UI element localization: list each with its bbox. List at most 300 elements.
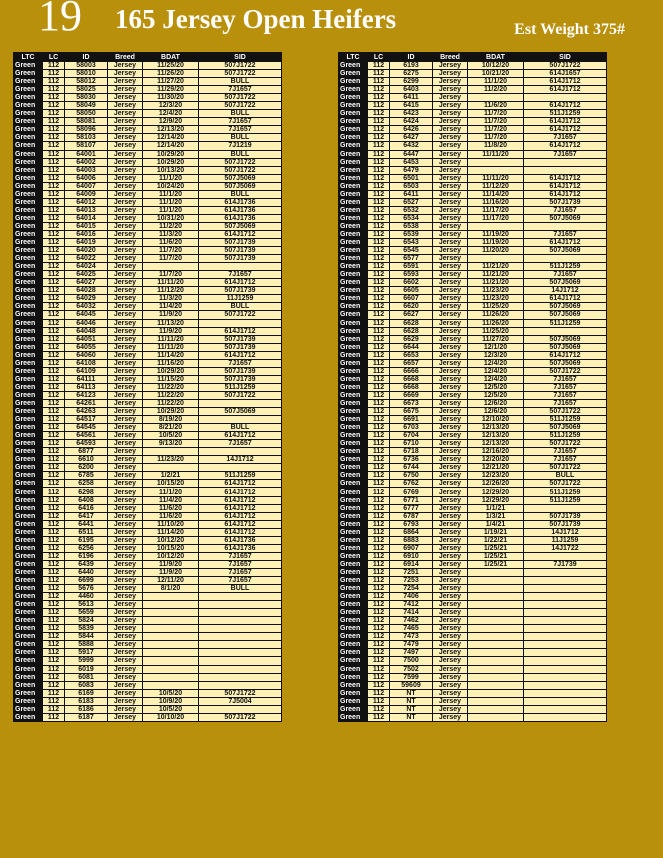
bdat-cell: 11/6/20 xyxy=(143,239,199,247)
table-row xyxy=(339,335,607,343)
bdat-cell: 11/21/20 xyxy=(468,279,524,287)
id-cell: 6907 xyxy=(390,544,433,552)
sid-cell: 614J1712 xyxy=(199,327,282,335)
sid-cell: 507J1722 xyxy=(524,367,607,375)
ltc-cell: Green xyxy=(339,383,368,391)
breed-cell: Jersey xyxy=(433,359,468,367)
breed-cell: Jersey xyxy=(433,456,468,464)
lc-cell: 112 xyxy=(368,150,390,158)
table-row xyxy=(339,271,607,279)
breed-cell: Jersey xyxy=(433,544,468,552)
lc-cell: 112 xyxy=(43,102,65,110)
lc-cell: 112 xyxy=(43,504,65,512)
bdat-cell: 11/11/20 xyxy=(468,150,524,158)
bdat-cell xyxy=(143,593,199,601)
bdat-cell: 11/22/20 xyxy=(143,399,199,407)
id-cell: 5999 xyxy=(65,657,108,665)
breed-cell: Jersey xyxy=(433,367,468,375)
ltc-cell: Green xyxy=(14,230,43,238)
lc-cell: 112 xyxy=(43,512,65,520)
bdat-cell xyxy=(468,641,524,649)
lc-cell: 112 xyxy=(368,512,390,520)
ltc-cell: Green xyxy=(339,568,368,576)
table-row xyxy=(339,496,607,504)
lc-cell: 112 xyxy=(43,239,65,247)
breed-cell: Jersey xyxy=(108,255,143,263)
ltc-cell: Green xyxy=(14,78,43,86)
id-cell: 6534 xyxy=(390,214,433,222)
sid-cell: BULL xyxy=(199,303,282,311)
ltc-cell: Green xyxy=(14,649,43,657)
id-cell: 7254 xyxy=(390,585,433,593)
sid-cell: 614J1712 xyxy=(199,230,282,238)
ltc-cell: Green xyxy=(14,609,43,617)
lc-cell: 112 xyxy=(43,303,65,311)
ltc-cell: Green xyxy=(339,585,368,593)
table-row xyxy=(14,416,282,424)
sid-cell: 507J1722 xyxy=(199,311,282,319)
breed-cell: Jersey xyxy=(108,335,143,343)
lc-cell: 112 xyxy=(368,166,390,174)
breed-cell: Jersey xyxy=(433,239,468,247)
lc-cell: 112 xyxy=(43,166,65,174)
lc-cell: 112 xyxy=(368,126,390,134)
breed-cell: Jersey xyxy=(433,689,468,697)
bdat-cell: 11/12/20 xyxy=(468,182,524,190)
table-row xyxy=(339,166,607,174)
breed-cell: Jersey xyxy=(108,279,143,287)
ltc-cell: Green xyxy=(339,448,368,456)
lc-cell: 112 xyxy=(43,609,65,617)
ltc-cell: Green xyxy=(14,94,43,102)
lc-cell: 112 xyxy=(43,472,65,480)
lc-cell: 112 xyxy=(43,601,65,609)
ltc-cell: Green xyxy=(339,528,368,536)
ltc-cell: Green xyxy=(339,689,368,697)
bdat-cell: 12/13/20 xyxy=(143,126,199,134)
lc-cell: 112 xyxy=(368,432,390,440)
sid-cell: 511J1259 xyxy=(199,472,282,480)
table-row xyxy=(14,649,282,657)
breed-cell: Jersey xyxy=(108,552,143,560)
breed-cell: Jersey xyxy=(433,568,468,576)
table-row xyxy=(14,633,282,641)
breed-cell: Jersey xyxy=(433,625,468,633)
bdat-cell: 11/4/20 xyxy=(143,496,199,504)
id-cell: 6169 xyxy=(65,689,108,697)
breed-cell: Jersey xyxy=(433,86,468,94)
id-cell: 64263 xyxy=(65,408,108,416)
id-cell: 64261 xyxy=(65,399,108,407)
ltc-cell: Green xyxy=(339,126,368,134)
lc-cell: 112 xyxy=(368,367,390,375)
id-cell: 6299 xyxy=(390,78,433,86)
lc-cell: 112 xyxy=(43,713,65,721)
lc-cell: 112 xyxy=(368,440,390,448)
lc-cell: 112 xyxy=(43,142,65,150)
sid-cell: 7J1657 xyxy=(199,359,282,367)
lc-cell: 112 xyxy=(368,295,390,303)
table-row xyxy=(339,150,607,158)
table-row xyxy=(339,641,607,649)
bdat-cell: 11/14/20 xyxy=(468,190,524,198)
ltc-cell: Green xyxy=(14,528,43,536)
breed-cell: Jersey xyxy=(433,351,468,359)
bdat-cell xyxy=(468,585,524,593)
sid-cell: 7J1657 xyxy=(199,568,282,576)
id-cell: 58103 xyxy=(65,134,108,142)
ltc-cell: Green xyxy=(339,544,368,552)
ltc-cell: Green xyxy=(339,593,368,601)
bdat-cell: 8/1/20 xyxy=(143,585,199,593)
ltc-cell: Green xyxy=(339,158,368,166)
sid-cell xyxy=(199,673,282,681)
bdat-cell xyxy=(468,681,524,689)
breed-cell: Jersey xyxy=(433,134,468,142)
breed-cell: Jersey xyxy=(108,673,143,681)
lc-cell: 112 xyxy=(368,214,390,222)
ltc-cell: Green xyxy=(339,271,368,279)
sid-cell: 614J1712 xyxy=(524,102,607,110)
table-row xyxy=(339,319,607,327)
id-cell: 5917 xyxy=(65,649,108,657)
sid-cell xyxy=(524,641,607,649)
table-row xyxy=(339,520,607,528)
ltc-cell: Green xyxy=(14,206,43,214)
table-row xyxy=(14,78,282,86)
bdat-cell: 11/1/20 xyxy=(143,488,199,496)
bdat-cell: 11/29/20 xyxy=(143,86,199,94)
ltc-cell: Green xyxy=(339,319,368,327)
breed-cell: Jersey xyxy=(108,263,143,271)
id-cell: 6718 xyxy=(390,448,433,456)
bdat-cell: 11/7/20 xyxy=(468,118,524,126)
ltc-cell: Green xyxy=(14,166,43,174)
table-row xyxy=(339,424,607,432)
breed-cell: Jersey xyxy=(108,512,143,520)
breed-cell: Jersey xyxy=(108,287,143,295)
bdat-cell: 11/7/20 xyxy=(143,271,199,279)
lc-cell: 112 xyxy=(368,601,390,609)
table-row xyxy=(339,62,607,70)
sid-cell: 614J1712 xyxy=(524,86,607,94)
id-cell: 7462 xyxy=(390,617,433,625)
bdat-cell: 10/31/20 xyxy=(143,214,199,222)
id-cell: 6744 xyxy=(390,464,433,472)
id-cell: 6427 xyxy=(390,134,433,142)
breed-cell: Jersey xyxy=(433,70,468,78)
ltc-cell: Green xyxy=(14,641,43,649)
ltc-cell: Green xyxy=(14,560,43,568)
table-row xyxy=(339,673,607,681)
id-cell: 6426 xyxy=(390,126,433,134)
ltc-cell: Green xyxy=(339,375,368,383)
lc-cell: 112 xyxy=(368,255,390,263)
id-cell: 6186 xyxy=(65,705,108,713)
lc-cell: 112 xyxy=(43,528,65,536)
lc-cell: 112 xyxy=(368,528,390,536)
sid-cell: BULL xyxy=(524,472,607,480)
lc-cell: 112 xyxy=(43,126,65,134)
breed-cell: Jersey xyxy=(108,633,143,641)
breed-cell: Jersey xyxy=(433,472,468,480)
lc-cell: 112 xyxy=(368,303,390,311)
bdat-cell xyxy=(468,633,524,641)
ltc-cell: Green xyxy=(14,657,43,665)
id-cell: 6193 xyxy=(390,62,433,70)
id-cell: 6440 xyxy=(65,568,108,576)
bdat-cell: 11/17/20 xyxy=(468,214,524,222)
sid-cell xyxy=(199,448,282,456)
ltc-cell: Green xyxy=(339,279,368,287)
breed-cell: Jersey xyxy=(108,94,143,102)
bdat-cell: 11/7/20 xyxy=(143,255,199,263)
lc-cell: 112 xyxy=(368,544,390,552)
bdat-cell: 12/4/20 xyxy=(468,375,524,383)
breed-cell: Jersey xyxy=(433,504,468,512)
breed-cell: Jersey xyxy=(108,424,143,432)
bdat-cell: 11/21/20 xyxy=(468,271,524,279)
ltc-cell: Green xyxy=(14,464,43,472)
bdat-cell xyxy=(468,705,524,713)
lc-cell: 112 xyxy=(43,552,65,560)
bdat-cell: 11/13/20 xyxy=(143,319,199,327)
id-cell: 6501 xyxy=(390,174,433,182)
bdat-cell: 12/29/20 xyxy=(468,488,524,496)
table-row xyxy=(339,625,607,633)
table-row xyxy=(339,504,607,512)
lc-cell: 112 xyxy=(43,649,65,657)
sid-cell: 7J1657 xyxy=(524,399,607,407)
breed-cell: Jersey xyxy=(433,222,468,230)
id-cell: 6424 xyxy=(390,118,433,126)
table-row xyxy=(339,657,607,665)
id-cell: 6669 xyxy=(390,391,433,399)
breed-cell: Jersey xyxy=(433,391,468,399)
id-cell: 6627 xyxy=(390,311,433,319)
lc-cell: 112 xyxy=(368,552,390,560)
id-cell: 58107 xyxy=(65,142,108,150)
bdat-cell: 11/7/20 xyxy=(468,126,524,134)
lc-cell: 112 xyxy=(43,432,65,440)
lc-cell: 112 xyxy=(368,464,390,472)
ltc-cell: Green xyxy=(14,239,43,247)
lc-cell: 112 xyxy=(368,448,390,456)
bdat-cell: 11/23/20 xyxy=(468,295,524,303)
ltc-cell: Green xyxy=(14,697,43,705)
sid-cell: 7J1657 xyxy=(524,150,607,158)
id-cell: 64019 xyxy=(65,239,108,247)
sid-cell: 614J1736 xyxy=(199,198,282,206)
ltc-cell: Green xyxy=(339,649,368,657)
column-header-sid: SID xyxy=(199,53,282,62)
table-row xyxy=(14,279,282,287)
breed-cell: Jersey xyxy=(108,480,143,488)
bdat-cell: 11/30/20 xyxy=(143,94,199,102)
ltc-cell: Green xyxy=(14,351,43,359)
ltc-cell: Green xyxy=(14,343,43,351)
breed-cell: Jersey xyxy=(108,206,143,214)
table-row xyxy=(14,359,282,367)
table-row xyxy=(14,383,282,391)
breed-cell: Jersey xyxy=(433,705,468,713)
sid-cell xyxy=(199,263,282,271)
id-cell: 7253 xyxy=(390,577,433,585)
lc-cell: 112 xyxy=(43,496,65,504)
id-cell: 64048 xyxy=(65,327,108,335)
bdat-cell xyxy=(143,665,199,673)
sid-cell: 7J1657 xyxy=(199,560,282,568)
breed-cell: Jersey xyxy=(433,263,468,271)
id-cell: 6196 xyxy=(65,552,108,560)
sid-cell xyxy=(199,464,282,472)
ltc-cell: Green xyxy=(14,134,43,142)
lc-cell: 112 xyxy=(43,383,65,391)
breed-cell: Jersey xyxy=(108,609,143,617)
lc-cell: 112 xyxy=(368,673,390,681)
sid-cell xyxy=(524,568,607,576)
breed-cell: Jersey xyxy=(433,206,468,214)
bdat-cell xyxy=(468,689,524,697)
id-cell: 6668 xyxy=(390,383,433,391)
sid-cell: 614J1712 xyxy=(524,190,607,198)
id-cell: 7251 xyxy=(390,568,433,576)
table-row xyxy=(339,239,607,247)
breed-cell: Jersey xyxy=(433,560,468,568)
lc-cell: 112 xyxy=(43,295,65,303)
id-cell: 6411 xyxy=(390,94,433,102)
bdat-cell xyxy=(468,94,524,102)
ltc-cell: Green xyxy=(339,263,368,271)
sid-cell: 14J1712 xyxy=(524,287,607,295)
table-row xyxy=(14,319,282,327)
ltc-cell: Green xyxy=(14,118,43,126)
lc-cell: 112 xyxy=(368,504,390,512)
breed-cell: Jersey xyxy=(108,271,143,279)
breed-cell: Jersey xyxy=(108,391,143,399)
sid-cell: 11J1259 xyxy=(199,295,282,303)
lc-cell: 112 xyxy=(368,488,390,496)
breed-cell: Jersey xyxy=(108,230,143,238)
breed-cell: Jersey xyxy=(108,448,143,456)
sid-cell: 614J1712 xyxy=(524,78,607,86)
sid-cell: 614J1712 xyxy=(524,182,607,190)
id-cell: 6503 xyxy=(390,182,433,190)
bdat-cell: 10/12/20 xyxy=(143,536,199,544)
id-cell: 64060 xyxy=(65,351,108,359)
breed-cell: Jersey xyxy=(433,649,468,657)
lc-cell: 112 xyxy=(43,488,65,496)
breed-cell: Jersey xyxy=(433,190,468,198)
bdat-cell: 12/5/20 xyxy=(468,383,524,391)
lc-cell: 112 xyxy=(368,657,390,665)
sid-cell: 7J1657 xyxy=(524,391,607,399)
sid-cell: 7J1657 xyxy=(199,577,282,585)
breed-cell: Jersey xyxy=(108,568,143,576)
table-row xyxy=(14,367,282,375)
sid-cell: 507J5069 xyxy=(524,343,607,351)
ltc-cell: Green xyxy=(339,480,368,488)
ltc-cell: Green xyxy=(14,247,43,255)
ltc-cell: Green xyxy=(14,214,43,222)
ltc-cell: Green xyxy=(339,214,368,222)
breed-cell: Jersey xyxy=(108,713,143,721)
ltc-cell: Green xyxy=(14,585,43,593)
breed-cell: Jersey xyxy=(108,585,143,593)
id-cell: 64108 xyxy=(65,359,108,367)
id-cell: 6877 xyxy=(65,448,108,456)
id-cell: 7465 xyxy=(390,625,433,633)
ltc-cell: Green xyxy=(339,343,368,351)
lc-cell: 112 xyxy=(43,375,65,383)
breed-cell: Jersey xyxy=(433,585,468,593)
bdat-cell xyxy=(468,222,524,230)
table-row xyxy=(14,150,282,158)
lc-cell: 112 xyxy=(368,239,390,247)
bdat-cell xyxy=(143,617,199,625)
sid-cell: 11J1259 xyxy=(524,536,607,544)
bdat-cell: 11/3/20 xyxy=(143,230,199,238)
table-row xyxy=(14,343,282,351)
column-header-lc: LC xyxy=(368,53,390,62)
id-cell: 6673 xyxy=(390,399,433,407)
breed-cell: Jersey xyxy=(433,440,468,448)
ltc-cell: Green xyxy=(339,577,368,585)
id-cell: 58050 xyxy=(65,110,108,118)
sid-cell xyxy=(199,399,282,407)
breed-cell: Jersey xyxy=(433,673,468,681)
bdat-cell xyxy=(468,601,524,609)
id-cell: 5659 xyxy=(65,609,108,617)
table-row xyxy=(14,295,282,303)
sid-cell: 507J5069 xyxy=(524,279,607,287)
sid-cell: 507J1722 xyxy=(524,408,607,416)
bdat-cell: 12/14/20 xyxy=(143,134,199,142)
table-row xyxy=(339,416,607,424)
lc-cell: 112 xyxy=(368,142,390,150)
ltc-cell: Green xyxy=(14,432,43,440)
lc-cell: 112 xyxy=(368,351,390,359)
breed-cell: Jersey xyxy=(433,142,468,150)
breed-cell: Jersey xyxy=(433,295,468,303)
ltc-cell: Green xyxy=(14,263,43,271)
ltc-cell: Green xyxy=(14,279,43,287)
bdat-cell: 10/12/20 xyxy=(468,62,524,70)
id-cell: 7599 xyxy=(390,673,433,681)
sid-cell xyxy=(199,625,282,633)
bdat-cell: 10/5/20 xyxy=(143,689,199,697)
breed-cell: Jersey xyxy=(433,633,468,641)
id-cell: 64045 xyxy=(65,311,108,319)
breed-cell: Jersey xyxy=(108,520,143,528)
table-row xyxy=(14,198,282,206)
sid-cell xyxy=(524,657,607,665)
bdat-cell: 11/6/20 xyxy=(143,504,199,512)
sid-cell: 614J1712 xyxy=(199,512,282,520)
sid-cell xyxy=(524,222,607,230)
lc-cell: 112 xyxy=(368,593,390,601)
ltc-cell: Green xyxy=(14,681,43,689)
ltc-cell: Green xyxy=(14,158,43,166)
lc-cell: 112 xyxy=(368,134,390,142)
table-row xyxy=(339,110,607,118)
id-cell: 58025 xyxy=(65,86,108,94)
id-cell: 6187 xyxy=(65,713,108,721)
id-cell: 6417 xyxy=(65,512,108,520)
bdat-cell xyxy=(468,158,524,166)
breed-cell: Jersey xyxy=(108,617,143,625)
bdat-cell xyxy=(143,609,199,617)
